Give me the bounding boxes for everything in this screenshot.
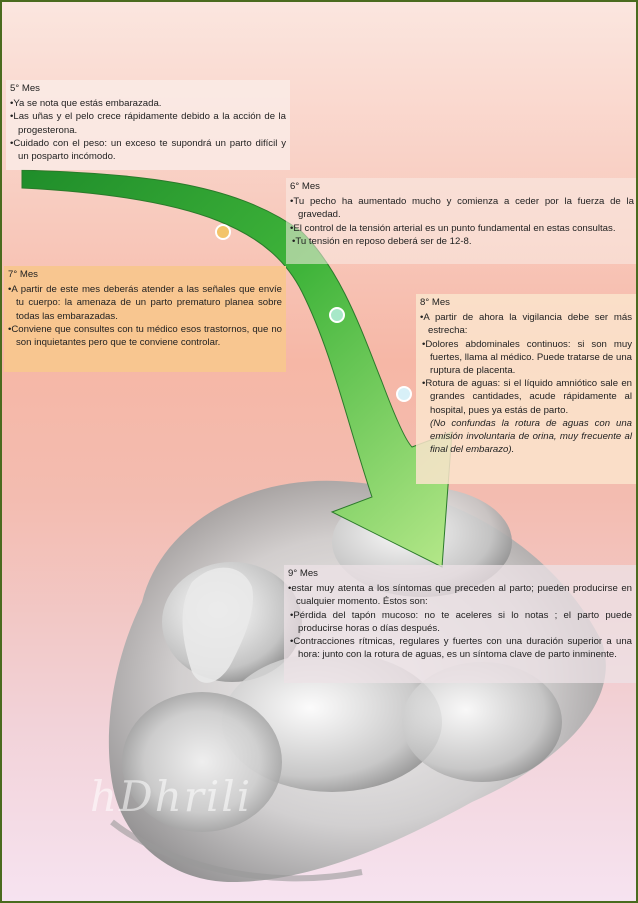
month-6-box: [286, 178, 638, 264]
month-5-item: •Las uñas y el pelo crece rápidamente debido a la acción de la progesterona.: [10, 111, 286, 136]
milestone-dot-7: [330, 308, 344, 322]
month-6-sub-item: •Tu tensión en reposo deberá ser de 12-8.: [292, 235, 472, 247]
month-9-title: 9° Mes: [288, 568, 318, 579]
month-5-item: •Ya se nota que estás embarazada.: [10, 98, 162, 110]
month-8-sub-item: •Rotura de aguas: si el líquido amniótico sale en grandes cantidades, acude rápidamente al hospital, pues ya estás de parto.: [422, 378, 632, 416]
month-8-note: (No confundas la rotura de aguas con una emisión involuntaria de orina, muy frecuente al final del embarazo).: [430, 417, 632, 456]
month-7-item: •Conviene que consultes con tu médico esos trastornos, que no son inquietantes pero que te conviene controlar.: [8, 323, 282, 349]
month-9-box: [284, 565, 636, 683]
month-7-title: 7° Mes: [8, 269, 38, 280]
milestone-dot-6: [216, 225, 230, 239]
month-7-box: [4, 266, 286, 372]
month-8-box: [416, 294, 636, 484]
month-8-title: 8° Mes: [420, 297, 450, 308]
month-8-sub-item: •Dolores abdominales continuos: si son muy fuertes, llama al médico. Puede tratarse de una ruptura de placenta.: [422, 338, 632, 377]
milestone-dot-8: [397, 387, 411, 401]
watermark-signature: hDhrili: [90, 772, 253, 821]
month-9-sub-item: •Contracciones rítmicas, regulares y fuertes con una duración superior a una hora: junto con la rotura de aguas, es un síntoma clave de parto inminente.: [290, 636, 632, 661]
month-9-intro: •estar muy atenta a los síntomas que preceden al parto; pueden producirse en cualquier momento. Éstos son:: [288, 583, 632, 608]
month-5-box: [6, 80, 290, 170]
month-6-item: •El control de la tensión arterial es un punto fundamental en estas consultas.: [290, 222, 616, 234]
month-5-item: •Cuidado con el peso: un exceso te supondrá un parto difícil y un posparto incómodo.: [10, 137, 286, 163]
month-7-item: •A partir de este mes deberás atender a las señales que envíe tu cuerpo: la amenaza de un parto prematuro planea sobre todas las embarazadas.: [8, 284, 282, 322]
month-5-title: 5° Mes: [10, 83, 40, 94]
month-6-title: 6° Mes: [290, 181, 320, 192]
month-8-intro: •A partir de ahora la vigilancia debe ser más estrecha:: [420, 312, 632, 337]
month-6-item: •Tu pecho ha aumentado mucho y comienza a ceder por la fuerza de la gravedad.: [290, 196, 634, 221]
month-9-sub-item: •Pérdida del tapón mucoso: no te aceleres si lo notas ; el parto puede producirse horas o días después.: [290, 609, 632, 634]
